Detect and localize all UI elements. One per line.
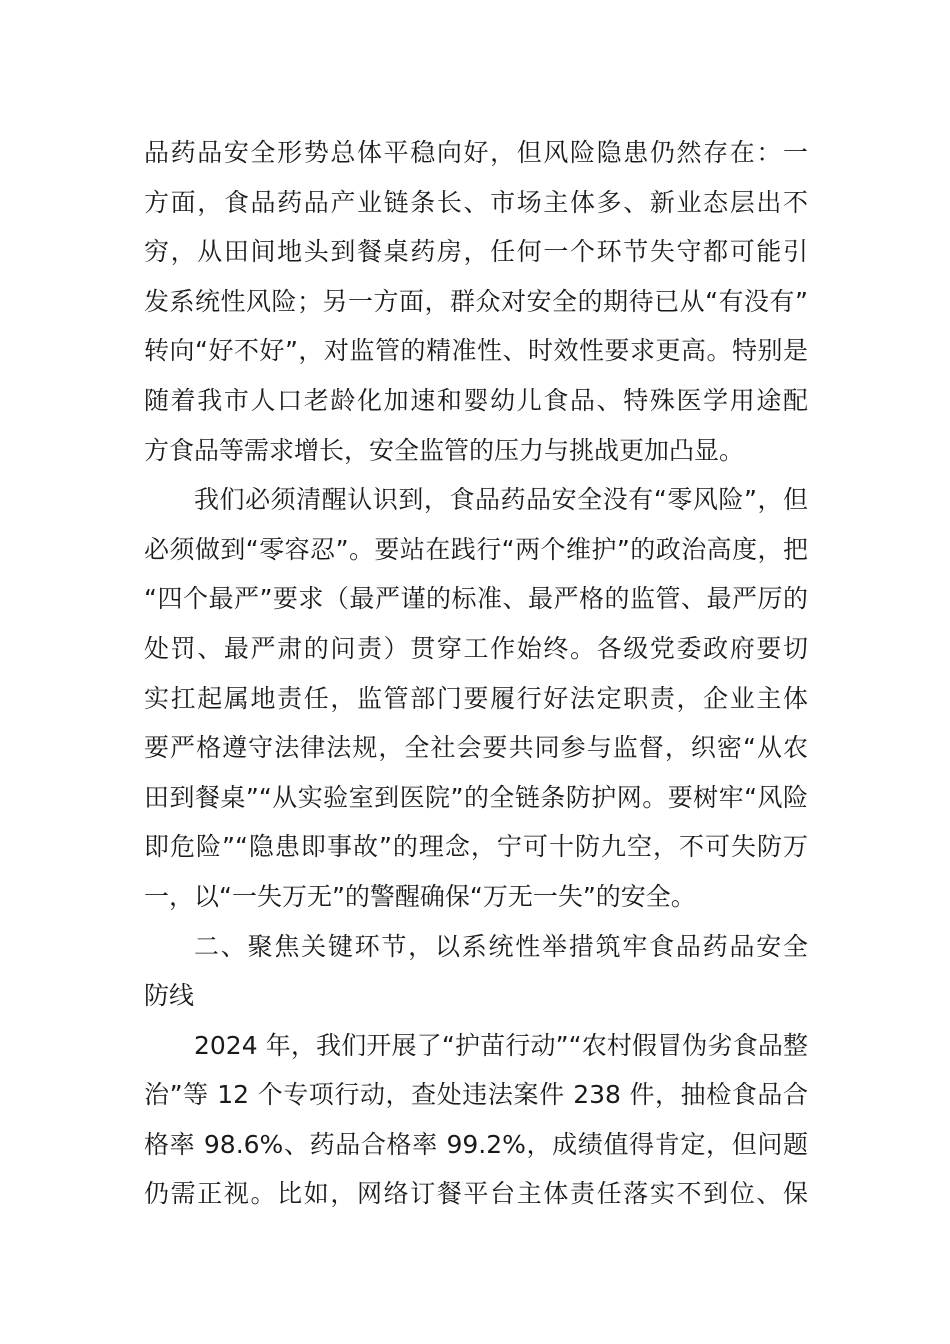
text-line: 2024 年，我们开展了“护苗行动”“农村假冒伪劣食品整 bbox=[194, 1030, 808, 1060]
text-line: 要严格遵守法律法规，全社会要共同参与监督，织密“从农 bbox=[144, 733, 808, 763]
text-line: 随着我市人口老龄化加速和婴幼儿食品、特殊医学用途配 bbox=[144, 385, 808, 415]
text-line: 方面，食品药品产业链条长、市场主体多、新业态层出不 bbox=[144, 187, 808, 217]
text-line: 仍需正视。比如，网络订餐平台主体责任落实不到位、保 bbox=[144, 1179, 808, 1209]
text-line: 发系统性风险；另一方面，群众对安全的期待已从“有没有” bbox=[144, 286, 808, 316]
text-line: “四个最严”要求（最严谨的标准、最严格的监管、最严厉的 bbox=[144, 584, 808, 614]
text-line: 我们必须清醒认识到，食品药品安全没有“零风险”，但 bbox=[194, 485, 808, 515]
text-line: 田到餐桌”“从实验室到医院”的全链条防护网。要树牢“风险 bbox=[144, 782, 808, 812]
text-line: 一，以“一失万无”的警醒确保“万无一失”的安全。 bbox=[144, 881, 696, 911]
text-line: 二、聚焦关键环节，以系统性举措筑牢食品药品安全 bbox=[194, 931, 808, 961]
text-line: 必须做到“零容忍”。要站在践行“两个维护”的政治高度，把 bbox=[144, 534, 808, 564]
text-line: 实扛起属地责任，监管部门要履行好法定职责，企业主体 bbox=[144, 683, 808, 713]
document-body bbox=[144, 128, 808, 1219]
text-line: 格率 98.6%、药品合格率 99.2%，成绩值得肯定，但问题 bbox=[144, 1129, 808, 1159]
text-line: 品药品安全形势总体平稳向好，但风险隐患仍然存在：一 bbox=[144, 138, 808, 167]
text-line: 穷，从田间地头到餐桌药房，任何一个环节失守都可能引 bbox=[144, 237, 808, 267]
text-line: 方食品等需求增长，安全监管的压力与挑战更加凸显。 bbox=[144, 435, 745, 465]
text-line: 防线 bbox=[144, 981, 195, 1011]
text-line: 处罚、最严肃的问责）贯穿工作始终。各级党委政府要切 bbox=[144, 633, 808, 663]
text-line: 治”等 12 个专项行动，查处违法案件 238 件，抽检食品合 bbox=[144, 1080, 808, 1110]
text-line: 转向“好不好”，对监管的精准性、时效性要求更高。特别是 bbox=[144, 336, 808, 366]
text-line: 即危险”“隐患即事故”的理念，宁可十防九空，不可失防万 bbox=[144, 832, 808, 862]
